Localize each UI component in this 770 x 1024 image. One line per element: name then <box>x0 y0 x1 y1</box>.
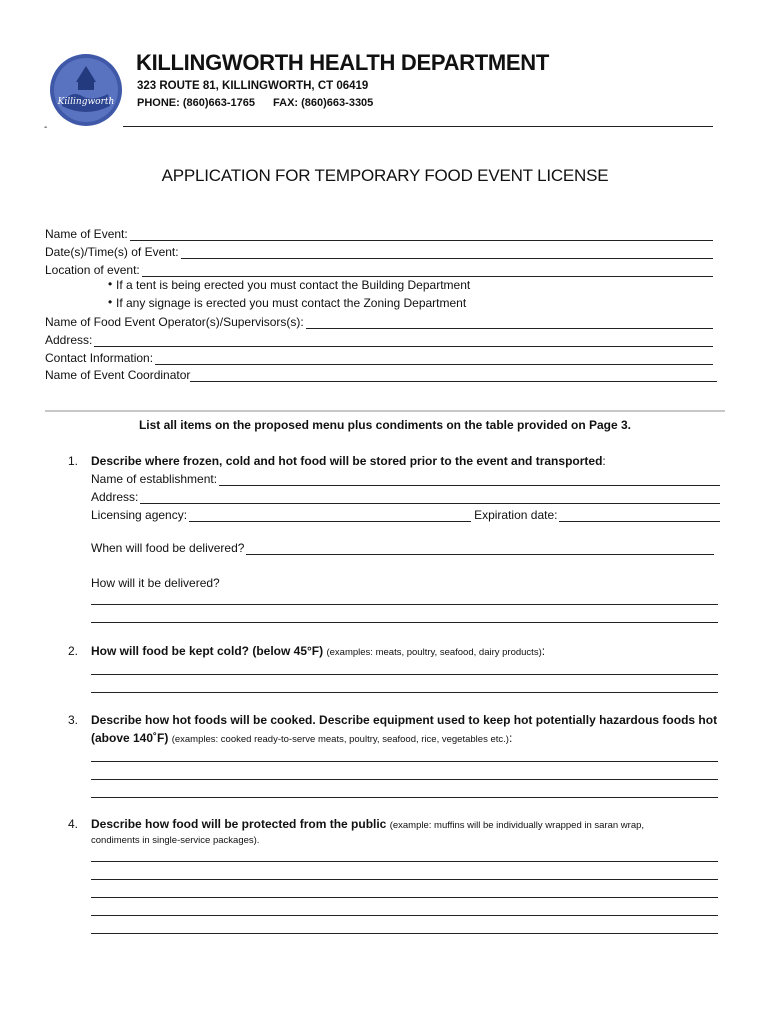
question-3-text-continued <box>91 731 512 745</box>
question-2-number: 2. <box>68 644 79 658</box>
department-address: 323 ROUTE 81, KILLINGWORTH, CT 06419 <box>137 80 369 92</box>
question-1-colon: : <box>602 454 606 468</box>
establishment-blank[interactable] <box>219 474 720 486</box>
expiration-date-blank[interactable] <box>559 510 720 522</box>
answer-line[interactable] <box>91 761 718 762</box>
question-1-text <box>91 454 606 468</box>
answer-line[interactable] <box>91 797 718 798</box>
establishment-field[interactable] <box>91 470 720 486</box>
delivery-when-field[interactable] <box>91 539 714 555</box>
operators-field[interactable] <box>45 313 713 329</box>
event-name-blank[interactable] <box>130 229 713 241</box>
form-title: APPLICATION FOR TEMPORARY FOOD EVENT LICENSE <box>161 166 609 185</box>
question-3-number: 3. <box>68 713 79 727</box>
department-fax: FAX: (860)663-3305 <box>273 97 374 109</box>
licensing-field[interactable] <box>91 506 720 522</box>
answer-line[interactable] <box>91 674 718 675</box>
answer-line[interactable] <box>91 861 718 862</box>
operator-address-label: Address: <box>45 333 93 347</box>
answer-line[interactable] <box>91 915 718 916</box>
contact-info-blank[interactable] <box>155 353 713 365</box>
establishment-address-label: Address: <box>91 490 139 504</box>
answer-line[interactable] <box>91 779 718 780</box>
delivery-when-blank[interactable] <box>246 543 714 555</box>
establishment-address-blank[interactable] <box>140 492 720 504</box>
event-name-field[interactable] <box>45 225 713 241</box>
event-location-blank[interactable] <box>142 265 713 277</box>
bullet-signage-note: • If any signage is erected you must contact the Zoning Department <box>116 296 466 310</box>
department-phone: PHONE: (860)663-1765 <box>137 97 256 109</box>
event-dates-field[interactable] <box>45 243 713 259</box>
town-seal-logo <box>48 52 124 128</box>
question-2-text <box>91 644 545 658</box>
event-name-label: Name of Event: <box>45 227 128 241</box>
delivery-when-label: When will food be delivered? <box>91 541 245 555</box>
answer-line[interactable] <box>91 692 718 693</box>
contact-info-label: Contact Information: <box>45 351 154 365</box>
section-divider <box>45 410 725 412</box>
answer-line[interactable] <box>91 897 718 898</box>
coordinator-blank[interactable] <box>190 370 717 382</box>
header-divider <box>123 126 713 127</box>
question-3-example: (examples: cooked ready-to-serve meats, poultry, seafood, rice, vegetables etc.) <box>171 734 509 745</box>
question-3-temperature: (above 140˚F) <box>91 731 169 745</box>
question-4-example-continued: condiments in single-service packages). <box>91 835 260 846</box>
question-2-colon: : <box>541 644 546 658</box>
svg-text:Killingworth: Killingworth <box>57 97 115 107</box>
question-3-colon: : <box>508 731 513 745</box>
operator-address-field[interactable] <box>45 331 713 347</box>
event-dates-blank[interactable] <box>181 247 713 259</box>
licensing-agency-label: Licensing agency: <box>91 508 188 522</box>
question-1-prompt: Describe where frozen, cold and hot food will be stored prior to the event and transported <box>91 454 603 468</box>
coordinator-field[interactable] <box>45 366 717 382</box>
question-4-example: (example: muffins will be individually wrapped in saran wrap, <box>389 820 645 831</box>
expiration-date-label: Expiration date: <box>474 508 558 522</box>
question-4-prompt: Describe how food will be protected from the public <box>91 817 387 831</box>
operators-blank[interactable] <box>306 317 713 329</box>
operators-label: Name of Food Event Operator(s)/Supervisors(s): <box>45 315 304 329</box>
answer-line[interactable] <box>91 622 718 623</box>
question-4-number: 4. <box>68 817 79 831</box>
question-3-text: Describe how hot foods will be cooked. Describe equipment used to keep hot potentially hazardous foods hot <box>91 713 718 727</box>
answer-line[interactable] <box>91 604 718 605</box>
question-2-prompt: How will food be kept cold? (below 45°F) <box>91 644 324 658</box>
department-contact <box>137 97 373 109</box>
contact-info-field[interactable] <box>45 349 713 365</box>
establishment-address-field[interactable] <box>91 488 720 504</box>
delivery-how-text: How will it be delivered? <box>91 576 220 590</box>
delivery-how-label <box>91 574 720 590</box>
department-name: KILLINGWORTH HEALTH DEPARTMENT <box>136 50 550 75</box>
licensing-agency-blank[interactable] <box>189 510 471 522</box>
operator-address-blank[interactable] <box>94 335 713 347</box>
event-dates-label: Date(s)/Time(s) of Event: <box>45 245 179 259</box>
answer-line[interactable] <box>91 933 718 934</box>
answer-line[interactable] <box>91 879 718 880</box>
establishment-label: Name of establishment: <box>91 472 218 486</box>
bullet-tent-note: • If a tent is being erected you must contact the Building Department <box>116 278 470 292</box>
question-2-example: (examples: meats, poultry, seafood, dairy products) <box>326 647 542 658</box>
question-4-text <box>91 817 644 831</box>
question-1-number: 1. <box>68 454 79 468</box>
dash-mark: - <box>44 122 48 133</box>
coordinator-label: Name of Event Coordinator <box>45 368 191 382</box>
event-location-field[interactable] <box>45 261 713 277</box>
event-location-label: Location of event: <box>45 263 140 277</box>
menu-instruction: List all items on the proposed menu plus condiments on the table provided on Page 3. <box>138 418 632 432</box>
